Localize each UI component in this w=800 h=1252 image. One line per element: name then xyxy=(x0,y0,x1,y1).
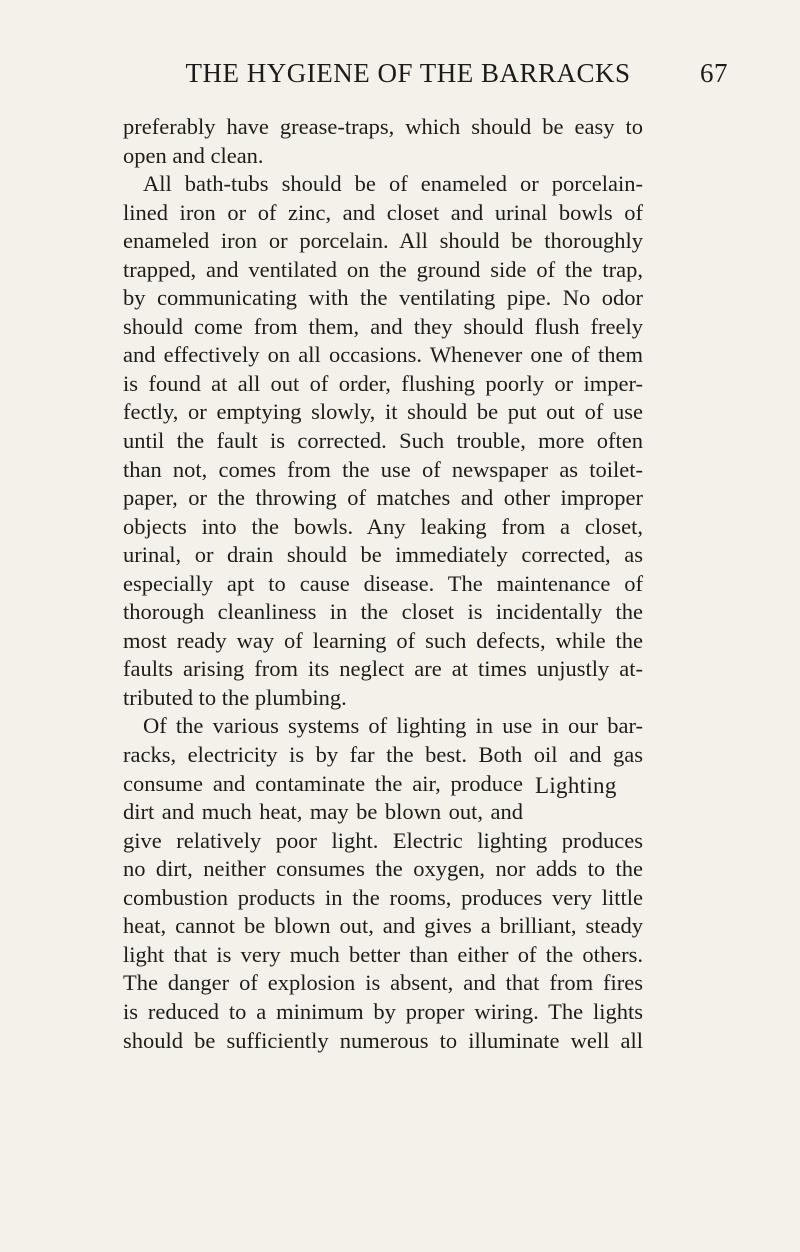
text-line: urinal, or drain should be immediately corrected, as xyxy=(123,542,643,568)
text-line: is found at all out of order, flushing poorly or imper- xyxy=(123,370,643,396)
text-line: dirt and much heat, may be blown out, and xyxy=(123,799,523,825)
text-line: by communicating with the ventilating pipe. No odor xyxy=(123,285,643,311)
text-line: paper, or the throwing of matches and other improper xyxy=(123,485,643,511)
text-line: most ready way of learning of such defects, while the xyxy=(123,627,643,653)
running-head-title: THE HYGIENE OF THE BARRACKS xyxy=(185,58,631,88)
text-line: should come from them, and they should flush freely xyxy=(123,313,643,339)
text-line: preferably have grease-traps, which should be easy to xyxy=(123,114,643,139)
text-line: until the fault is corrected. Such trouble, more often xyxy=(123,428,643,454)
running-head xyxy=(88,58,728,98)
text-line: open and clean. xyxy=(123,142,264,168)
body-text xyxy=(123,113,643,1055)
text-line: thorough cleanliness in the closet is incidentally the xyxy=(123,599,643,625)
text-line: lined iron or of zinc, and closet and urinal bowls of xyxy=(123,199,643,225)
text-line: heat, cannot be blown out, and gives a brilliant, steady xyxy=(123,913,643,939)
margin-note: Lighting xyxy=(535,773,617,798)
text-line: no dirt, neither consumes the oxygen, nor adds to the xyxy=(123,856,643,882)
text-line: trapped, and ventilated on the ground side of the trap, xyxy=(123,256,643,282)
text-line: The danger of explosion is absent, and that from fires xyxy=(123,970,643,996)
text-line: racks, electricity is by far the best. Both oil and gas xyxy=(123,742,643,768)
text-line: especially apt to cause disease. The maintenance of xyxy=(123,570,643,596)
text-line: light that is very much better than either of the others. xyxy=(123,941,643,967)
text-line: Of the various systems of lighting in use in our bar- xyxy=(143,713,643,739)
text-line: combustion products in the rooms, produces very little xyxy=(123,884,643,910)
text-line: give relatively poor light. Electric lighting produces xyxy=(123,827,643,853)
text-line: and effectively on all occasions. Whenever one of them xyxy=(123,342,643,368)
text-line: All bath-tubs should be of enameled or porcelain- xyxy=(143,171,643,197)
text-line: objects into the bowls. Any leaking from a closet, xyxy=(123,513,643,539)
text-line: enameled iron or porcelain. All should be thoroughly xyxy=(123,228,643,254)
text-line: is reduced to a minimum by proper wiring. The lights xyxy=(123,998,643,1024)
text-line: consume and contaminate the air, produce xyxy=(123,770,523,796)
text-line: faults arising from its neglect are at times unjustly at- xyxy=(123,656,643,682)
text-line: than not, comes from the use of newspaper as toilet- xyxy=(123,456,643,482)
page-number: 67 xyxy=(700,58,728,88)
text-line: fectly, or emptying slowly, it should be put out of use xyxy=(123,399,643,425)
text-line: should be sufficiently numerous to illuminate well all xyxy=(123,1027,643,1053)
text-line: tributed to the plumbing. xyxy=(123,684,347,710)
